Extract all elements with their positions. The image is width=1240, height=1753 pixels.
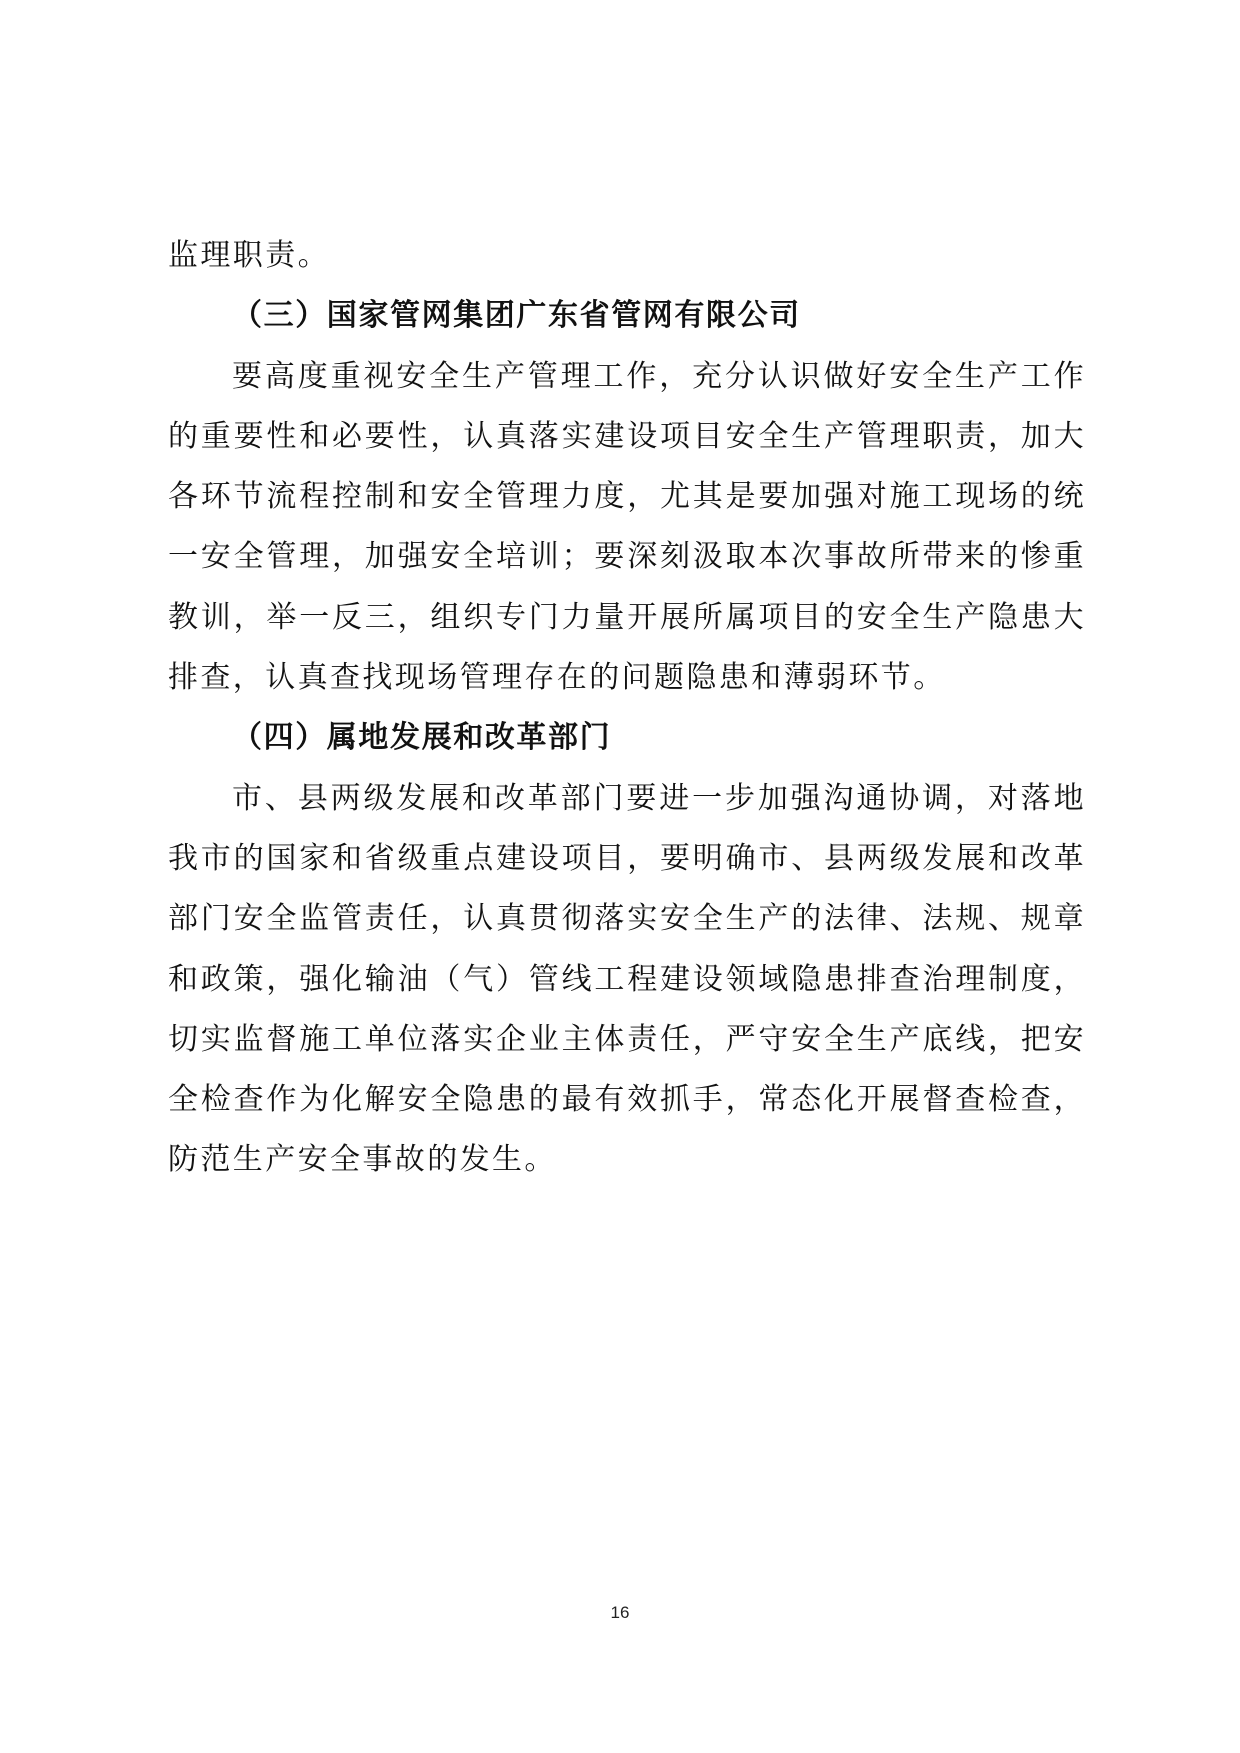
document-body [168, 226, 1088, 1191]
paragraph-line: 的重要性和必要性，认真落实建设项目安全生产管理职责，加大 [168, 418, 1086, 454]
paragraph-line: 各环节流程控制和安全管理力度，尤其是要加强对施工现场的统 [168, 479, 1086, 515]
paragraph-line: 一安全管理，加强安全培训；要深刻汲取本次事故所带来的惨重 [168, 539, 1086, 575]
paragraph-line: 防范生产安全事故的发生。 [168, 1142, 557, 1178]
paragraph-line: 排查，认真查找现场管理存在的问题隐患和薄弱环节。 [168, 660, 946, 696]
paragraph-line: 要高度重视安全生产管理工作，充分认识做好安全生产工作 [232, 358, 1086, 394]
section-heading-4: （四）属地发展和改革部门 [232, 720, 612, 756]
page-number: 16 [610, 1603, 630, 1622]
paragraph-line: 全检查作为化解安全隐患的最有效抓手，常态化开展督查检查， [168, 1082, 1086, 1118]
paragraph-line: 监理职责。 [168, 238, 330, 273]
paragraph-line: 和政策，强化输油（气）管线工程建设领域隐患排查治理制度， [168, 961, 1086, 997]
paragraph-line: 部门安全监管责任，认真贯彻落实安全生产的法律、法规、规章 [168, 901, 1086, 937]
paragraph-line: 我市的国家和省级重点建设项目，要明确市、县两级发展和改革 [168, 840, 1086, 876]
paragraph-line: 市、县两级发展和改革部门要进一步加强沟通协调，对落地 [232, 780, 1086, 816]
section-heading-3: （三）国家管网集团广东省管网有限公司 [232, 298, 801, 334]
paragraph-line: 切实监督施工单位落实企业主体责任，严守安全生产底线，把安 [168, 1021, 1086, 1057]
paragraph-line: 教训，举一反三，组织专门力量开展所属项目的安全生产隐患大 [168, 599, 1086, 635]
